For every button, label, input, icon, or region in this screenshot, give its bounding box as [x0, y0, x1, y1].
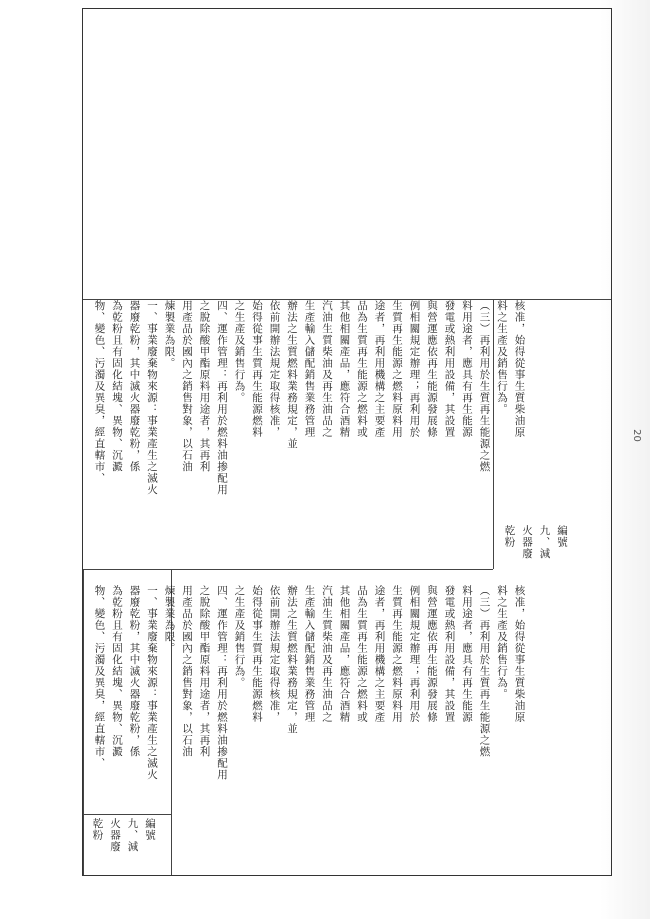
content-line: 之脫除酸甲酯原料用途者，其再利	[198, 585, 211, 758]
content-line: 始得從事生質再生能源燃料	[251, 300, 263, 438]
content-line: 核准，始得從事生質柴油原	[513, 300, 526, 438]
label-line: 九、減	[538, 525, 551, 560]
label-line: 編號	[556, 525, 568, 548]
content-line: 為乾粉且有固化結塊、異物、沉澱	[111, 300, 123, 473]
content-line: 物、變色、污濁及異臭，經直轄市、	[93, 300, 106, 484]
content-line: 料用途者，應具有再生能源	[461, 300, 473, 438]
content-line: 用產品於國內之銷售對象，以石油	[181, 300, 193, 473]
content-line: （三）再利用於生質再生能源之燃	[478, 300, 491, 473]
content-line: 發電或熱利用設備，其設置	[443, 300, 456, 438]
content-line: 發電或熱利用設備，其設置	[443, 585, 456, 723]
label-line: 火器廢	[521, 525, 533, 560]
content-line: 生質再生能源之燃料原料用	[391, 300, 403, 438]
content-line: 品為生質再生能源之燃料或	[356, 300, 368, 438]
content-line: 生產輸入儲配銷售業務管理	[303, 585, 316, 723]
label-line: 九、減	[126, 818, 139, 853]
content-line: 料之生產及銷售行為。	[496, 300, 508, 415]
content-line: 依前開辦法規定取得核准，	[268, 585, 281, 723]
label-line: 火器廢	[109, 818, 121, 853]
content-line: 物、變色、污濁及異臭，經直轄市、	[93, 585, 106, 769]
section-divider	[83, 569, 493, 570]
content-line: 料用途者，應具有再生能源	[461, 585, 473, 723]
lower-label-block	[88, 818, 158, 876]
content-line: 與營運應依再生能源發展條	[426, 300, 438, 438]
content-line: 始得從事生質再生能源燃料	[251, 585, 263, 723]
content-line: 一、事業廢棄物來源：事業產生之滅火	[146, 585, 158, 781]
content-line: 煉製業為限。	[163, 300, 176, 369]
page-number: 20	[630, 429, 642, 442]
content-line: 器廢乾粉，其中滅火器廢乾粉，係	[128, 300, 141, 473]
content-line: 途者，再利用機構之主要產	[373, 300, 386, 438]
content-line: 之生產及銷售行為。	[233, 585, 246, 689]
content-line: 與營運應依再生能源發展條	[426, 585, 438, 723]
upper-label-block	[500, 525, 570, 580]
content-line: 料之生產及銷售行為。	[496, 585, 508, 700]
content-line: 例相關規定辦理；再利用於	[408, 300, 421, 438]
upper-content-block	[90, 300, 528, 560]
content-line: 汽油生質柴油及再生油品之	[321, 300, 333, 438]
content-line: 之脫除酸甲酯原料用途者，其再利	[198, 300, 211, 473]
content-line: 核准，始得從事生質柴油原	[513, 585, 526, 723]
label-line: 編號	[144, 818, 156, 841]
content-line: 四、運作管理：再利用於燃料油掺配用	[216, 300, 228, 496]
content-line: 之生產及銷售行為。	[233, 300, 246, 404]
label-line: 乾粉	[503, 525, 516, 548]
content-line: 四、運作管理：再利用於燃料油掺配用	[216, 585, 228, 781]
content-line: 途者，再利用機構之主要產	[373, 585, 386, 723]
content-line: 品為生質再生能源之燃料或	[356, 585, 368, 723]
content-line: 辦法之生質燃料業務規定，並	[286, 585, 298, 735]
content-line: 生質再生能源之燃料原料用	[391, 585, 403, 723]
content-line: 一、事業廢棄物來源：事業產生之滅火	[146, 300, 158, 496]
content-line: 汽油生質柴油及再生油品之	[321, 585, 333, 723]
content-line: 為乾粉且有固化結塊、異物、沉澱	[111, 585, 123, 758]
content-line: 用產品於國內之銷售對象，以石油	[181, 585, 193, 758]
label-line: 乾粉	[91, 818, 104, 841]
content-line: 依前開辦法規定取得核准，	[268, 300, 281, 438]
content-line: 其他相關產品，應符合酒精	[338, 300, 351, 438]
content-line: 辦法之生質燃料業務規定，並	[286, 300, 298, 450]
content-line: 器廢乾粉，其中滅火器廢乾粉，係	[128, 585, 141, 758]
content-line: 例相關規定辦理；再利用於	[408, 585, 421, 723]
content-line: 其他相關產品，應符合酒精	[338, 585, 351, 723]
content-line: 生產輸入儲配銷售業務管理	[303, 300, 316, 438]
content-line: 煉製業為限。	[163, 585, 176, 654]
content-line: （三）再利用於生質再生能源之燃	[478, 585, 491, 758]
